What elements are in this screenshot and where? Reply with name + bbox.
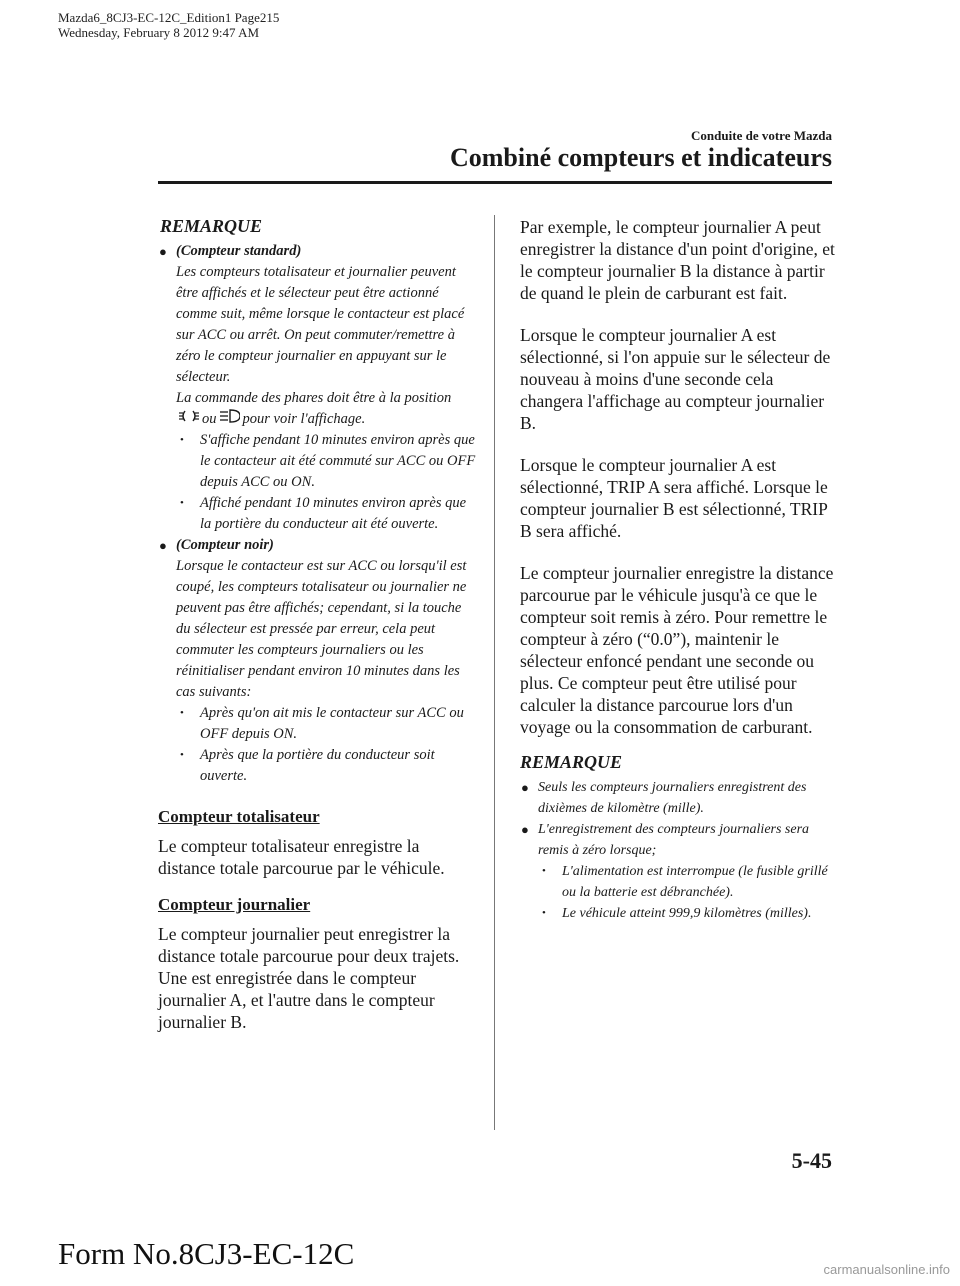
note-noir-sub2 (176, 745, 476, 787)
lights-text-a: La commande des phares doit être à la position (176, 390, 452, 406)
left-column (158, 216, 476, 1033)
form-number: Form No.8CJ3-EC-12C (58, 1236, 355, 1271)
sub-bullet-icon: • (180, 497, 184, 510)
remarque-notes-right (520, 777, 838, 924)
note-standard-lights (176, 388, 476, 430)
page-number: 5-45 (791, 1148, 832, 1173)
right-column (520, 216, 838, 924)
note-reset-sub1 (538, 861, 838, 903)
print-meta-line1: Mazda6_8CJ3-EC-12C_Edition1 Page215 (58, 10, 280, 25)
print-meta (58, 10, 279, 40)
chapter-title: Conduite de votre Mazda (691, 128, 832, 143)
note-standard-sub1 (176, 430, 476, 493)
remarque-heading-right: REMARQUE (520, 752, 623, 772)
trip-meter-heading: Compteur journalier (158, 895, 311, 915)
note-noir-sub2-text: Après que la portière du conducteur soit ouverte. (200, 747, 435, 785)
paragraph-4: Le compteur journalier enregistre la distance parcourue par le véhicule jusqu'à ce que le compteur soit remis à zéro. Pour remettre le compteur à zéro (“0.0”), maintenir le sélecteur enfoncé pendant une seconde ou plus. Ce compteur peut être utilisé pour calculer la distance parcourue lors d'un voyage ou la consommation de carburant. (520, 563, 834, 737)
note-noir-text: Lorsque le contacteur est sur ACC ou lorsqu'il est coupé, les compteurs totalisateur ou journalier ne peuvent pas être affichés; cependant, si la touche du sélecteur est pressée par erreur, cela peut commuter les compteurs journaliers ou les réinitialiser pendant environ 10 minutes dans les cas suivants: (176, 558, 467, 701)
note-reset-sub2 (538, 903, 838, 924)
note-noir-title: (Compteur noir) (176, 537, 274, 554)
trip-meter-text: Le compteur journalier peut enregistrer la distance totale parcourue pour deux trajets. Une est enregistrée dans le compteur journalier A, et l'autre dans le compteur journalier B. (158, 924, 460, 1033)
note-noir-sub1 (176, 703, 476, 745)
sub-bullet-icon: • (542, 907, 546, 919)
note-standard (158, 241, 476, 535)
parking-light-icon (179, 409, 199, 430)
note-standard-sub2-text: Affiché pendant 10 minutes environ après que la portière du conducteur ait été ouverte. (200, 495, 467, 533)
odometer-heading: Compteur totalisateur (158, 807, 320, 827)
column-divider (494, 215, 495, 1130)
lights-text-b: pour voir l'affichage. (242, 411, 366, 427)
note-reset-sub2-text: Le véhicule atteint 999,9 kilomètres (milles). (562, 906, 812, 921)
paragraph-2: Lorsque le compteur journalier A est sélectionné, si l'on appuie sur le sélecteur de nouveau à moins d'une seconde cela changera l'affichage au compteur journalier B. (520, 325, 831, 433)
bullet-icon: ● (521, 780, 529, 795)
note-reset-text: L'enregistrement des compteurs journaliers sera remis à zéro lorsque; (538, 822, 810, 858)
note-noir-sub1-text: Après qu'on ait mis le contacteur sur ACC ou OFF depuis ON. (200, 705, 464, 743)
remarque-notes (158, 241, 476, 787)
paragraph-1: Par exemple, le compteur journalier A peut enregistrer la distance d'un point d'origine, et le compteur journalier B la distance à partir de quand le plein de carburant est fait. (520, 217, 835, 303)
sub-bullet-icon: • (180, 749, 184, 762)
odometer-text: Le compteur totalisateur enregistre la distance totale parcourue par le véhicule. (158, 836, 445, 879)
note-standard-sub2 (176, 493, 476, 535)
remarque-heading: REMARQUE (160, 216, 263, 236)
sub-bullet-icon: • (542, 865, 546, 877)
bullet-icon: ● (159, 538, 167, 554)
watermark: carmanualsonline.info (823, 1262, 950, 1277)
header-rule (158, 181, 832, 184)
lights-text-or: ou (202, 411, 217, 427)
note-standard-title: (Compteur standard) (176, 243, 302, 259)
paragraph-3: Lorsque le compteur journalier A est sélectionné, TRIP A sera affiché. Lorsque le compteur journalier B est sélectionné, TRIP B sera affiché. (520, 455, 828, 541)
note-reset-sub1-text: L'alimentation est interrompue (le fusible grillé ou la batterie est débranchée). (562, 864, 828, 900)
note-standard-sub1-text: S'affiche pendant 10 minutes environ après que le contacteur ait été commuté sur ACC ou OFF depuis ACC ou ON. (200, 432, 476, 491)
note-standard-text: Les compteurs totalisateur et journalier peuvent être affichés et le sélecteur peut être actionné comme suit, même lorsque le contacteur est placé sur ACC ou arrêt. On peut commuter/remettre à zéro le compteur journalier en appuyant sur le sélecteur. (176, 264, 465, 385)
note-tenths-text: Seuls les compteurs journaliers enregistrent des dixièmes de kilomètre (mille). (538, 780, 807, 816)
note-reset (520, 819, 838, 924)
note-tenths (520, 777, 838, 819)
bullet-icon: ● (521, 822, 529, 837)
sub-bullet-icon: • (180, 434, 184, 447)
sub-bullet-icon: • (180, 707, 184, 720)
headlight-icon (220, 409, 240, 430)
section-title: Combiné compteurs et indicateurs (449, 143, 832, 172)
print-meta-line2: Wednesday, February 8 2012 9:47 AM (58, 25, 260, 40)
bullet-icon: ● (159, 244, 167, 259)
note-noir (158, 535, 476, 787)
